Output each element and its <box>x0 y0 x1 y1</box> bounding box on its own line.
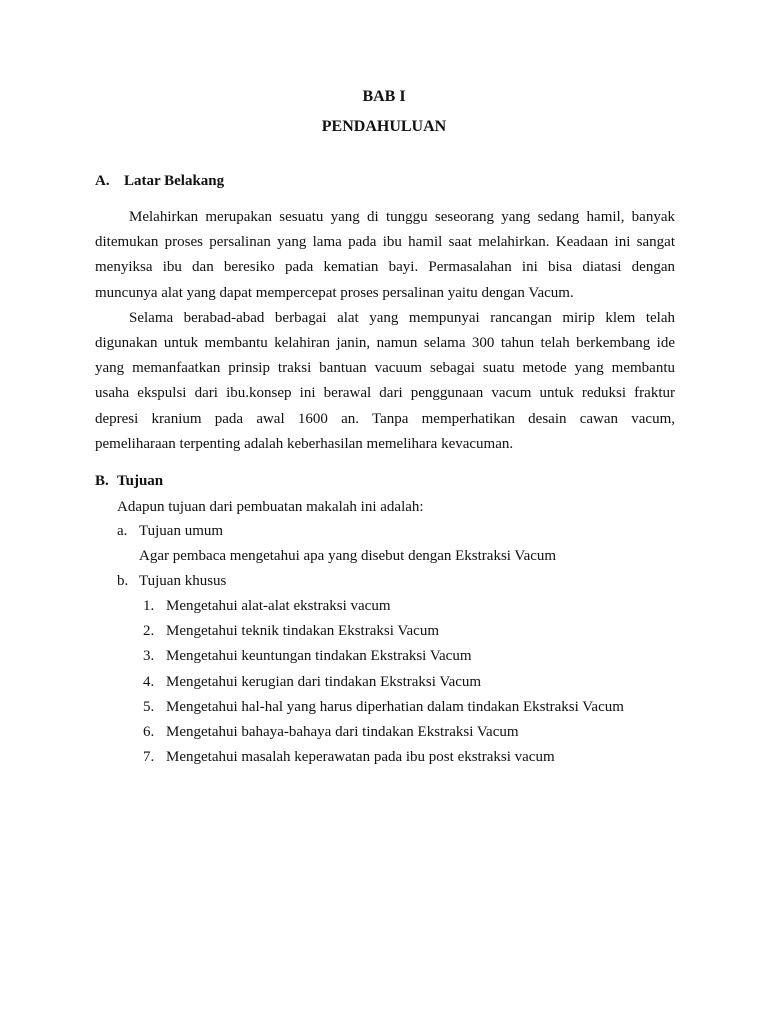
specific-goal-marker: b. <box>117 573 129 589</box>
list-item-text: Mengetahui masalah keperawatan pada ibu post ekstraksi vacum <box>166 749 555 766</box>
list-item-number: 1. <box>143 598 155 614</box>
list-item-number: 3. <box>143 648 155 665</box>
general-goal-title: Tujuan umum <box>139 523 224 539</box>
section-b-title: Tujuan <box>117 473 164 489</box>
paragraph-line: yang memanfaatkan prinsip traksi bantuan vacuum sebagai suatu metode yang membantu <box>95 360 675 377</box>
list-item-text: Mengetahui alat-alat ekstraksi vacum <box>166 598 391 614</box>
paragraph-line: digunakan untuk membantu kelahiran janin, namun selama 300 tahun telah berkembang ide <box>95 335 675 351</box>
list-item-number: 2. <box>143 623 155 640</box>
general-goal-marker: a. <box>117 523 128 539</box>
chapter-heading: BAB I <box>362 88 406 105</box>
section-a-marker: A. <box>95 173 110 189</box>
list-item-number: 7. <box>143 749 155 766</box>
list-item-number: 4. <box>143 673 155 690</box>
paragraph-line: usaha ekspulsi dari ibu.konsep ini berawal dari penggunaan vacum untuk reduksi fraktur <box>95 385 675 402</box>
chapter-title: PENDAHULUAN <box>321 118 447 135</box>
paragraph-line: muncunya alat yang dapat mempercepat proses persalinan yaitu dengan Vacum. <box>95 284 574 301</box>
section-b-marker: B. <box>95 473 109 489</box>
list-item-text: Mengetahui hal-hal yang harus diperhatian dalam tindakan Ekstraksi Vacum <box>166 698 624 715</box>
section-b-intro: Adapun tujuan dari pembuatan makalah ini adalah: <box>117 499 424 515</box>
paragraph-line: ditemukan proses persalinan yang lama pada ibu hamil saat melahirkan. Keadaan ini sangat <box>95 234 675 251</box>
list-item-text: Mengetahui kerugian dari tindakan Ekstraksi Vacum <box>166 673 482 690</box>
list-item-text: Mengetahui keuntungan tindakan Ekstraksi Vacum <box>166 648 472 665</box>
list-item-text: Mengetahui teknik tindakan Ekstraksi Vacum <box>166 623 439 640</box>
general-goal-text: Agar pembaca mengetahui apa yang disebut dengan Ekstraksi Vacum <box>139 548 557 564</box>
paragraph-line: Selama berabad-abad berbagai alat yang mempunyai rancangan mirip klem telah <box>129 309 675 326</box>
section-a-title: Latar Belakang <box>124 173 225 189</box>
paragraph-line: Melahirkan merupakan sesuatu yang di tunggu seseorang yang sedang hamil, banyak <box>129 209 675 225</box>
specific-goal-title: Tujuan khusus <box>139 573 227 589</box>
list-item-number: 5. <box>143 698 155 715</box>
list-item-text: Mengetahui bahaya-bahaya dari tindakan Ekstraksi Vacum <box>166 724 519 740</box>
paragraph-line: pemeliharaan terpenting adalah keberhasilan memelihara kevacuman. <box>95 435 514 452</box>
paragraph-line: depresi kranium pada awal 1600 an. Tanpa memperhatikan desain cawan vacum, <box>95 410 675 427</box>
paragraph-line: menyiksa ibu dan beresiko pada kematian bayi. Permasalahan ini bisa diatasi dengan <box>95 259 675 276</box>
list-item-number: 6. <box>143 724 155 740</box>
